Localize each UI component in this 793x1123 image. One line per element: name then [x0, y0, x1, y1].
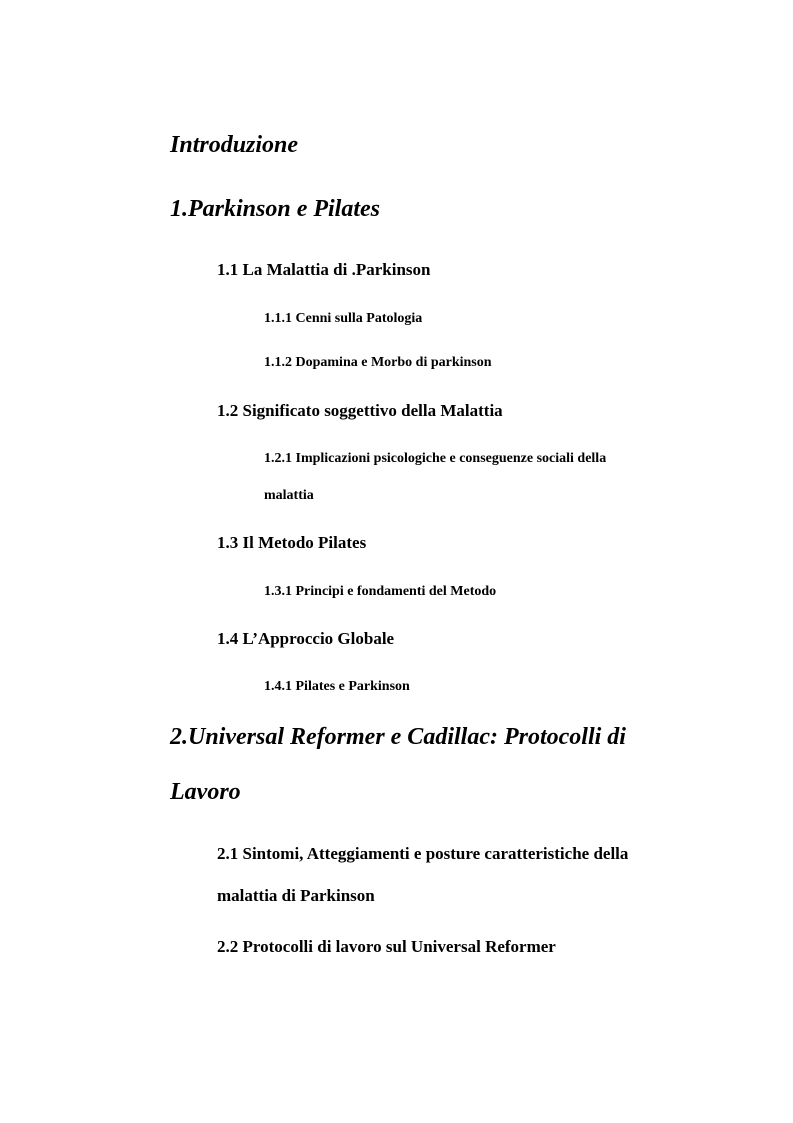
toc-subsection-1-3-1: 1.3.1 Principi e fondamenti del Metodo	[264, 584, 497, 599]
toc-chapter-2-title-line1: 2.Universal Reformer e Cadillac: Protocolli di	[170, 724, 626, 750]
toc-subsection-1-2-1-line2: malattia	[264, 488, 314, 503]
toc-section-2-1-line1: 2.1 Sintomi, Atteggiamenti e posture caratteristiche della	[217, 844, 629, 863]
toc-chapter-2-title-line2: Lavoro	[170, 779, 241, 805]
toc-section-1-3: 1.3 Il Metodo Pilates	[217, 533, 367, 552]
toc-section-1-4: 1.4 L’Approccio Globale	[217, 629, 395, 648]
toc-section-2-1-line2: malattia di Parkinson	[217, 886, 375, 905]
toc-subsection-1-4-1: 1.4.1 Pilates e Parkinson	[264, 679, 410, 694]
toc-introduction: Introduzione	[170, 132, 299, 158]
toc-subsection-1-1-2: 1.1.2 Dopamina e Morbo di parkinson	[264, 355, 492, 370]
toc-section-1-2: 1.2 Significato soggettivo della Malattia	[217, 401, 503, 420]
toc-section-2-2: 2.2 Protocolli di lavoro sul Universal Reformer	[217, 937, 556, 956]
toc-section-1-1: 1.1 La Malattia di .Parkinson	[217, 260, 431, 279]
toc-subsection-1-2-1-line1: 1.2.1 Implicazioni psicologiche e conseguenze sociali della	[264, 451, 607, 466]
toc-subsection-1-1-1: 1.1.1 Cenni sulla Patologia	[264, 311, 423, 326]
toc-chapter-1-title: 1.Parkinson e Pilates	[170, 196, 381, 222]
